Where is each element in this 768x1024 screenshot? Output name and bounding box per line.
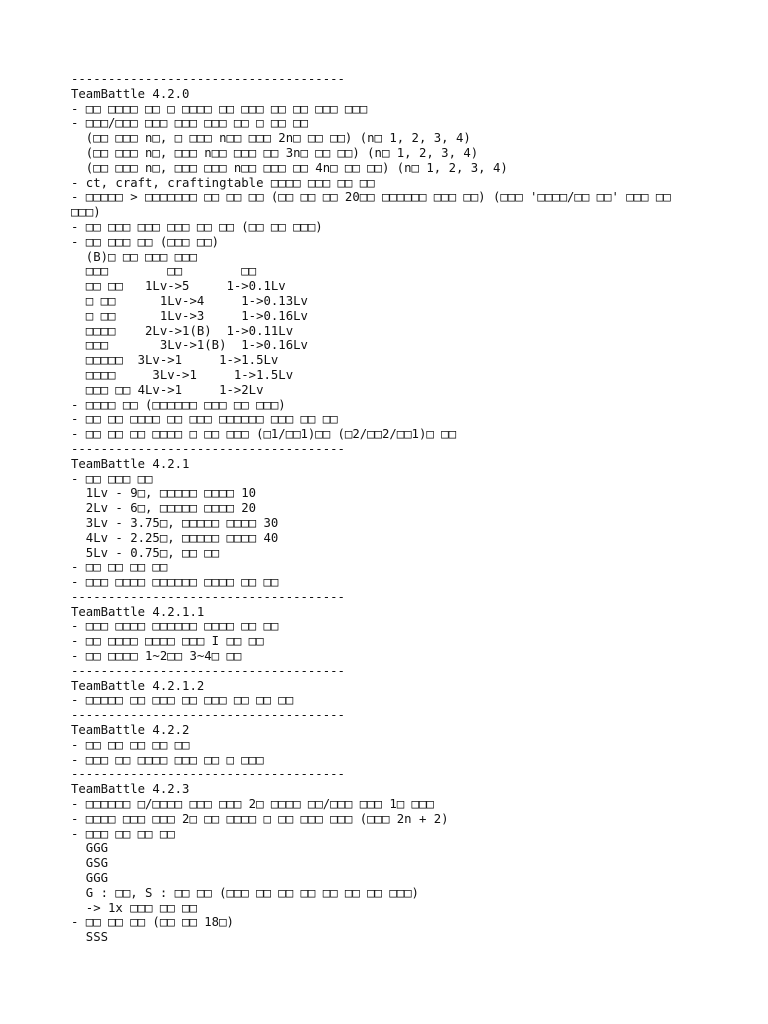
document-line: - □□ □□□ □□□ □□□ □□ □□ (□□ □□ □□□) — [71, 219, 323, 234]
document-line: G : □□, S : □□ □□ (□□□ □□ □□ □□ □□ □□ □□ □□□) — [71, 885, 419, 900]
document-line: TeamBattle 4.2.0 — [71, 86, 190, 101]
document-line: - □□ □□□ □□ (□□□ □□) — [71, 234, 220, 249]
document-line: □□□□□ 3Lv->1 1->1.5Lv — [71, 353, 279, 368]
document-line: □□□□ 3Lv->1 1->1.5Lv — [71, 367, 294, 382]
document-line: - □□□ □□□□ □□□□□□ □□□□ □□ □□ — [71, 619, 279, 634]
document-line: - □□□ □□□□ □□□□□□ □□□□ □□ □□ — [71, 575, 279, 590]
document-line: - □□□□□□ □/□□□□ □□□ □□□ 2□ □□□□ □□/□□□ □□□ 1□ □□□ — [71, 797, 434, 812]
document-line: SSS — [71, 930, 109, 945]
document-line: GGG — [71, 841, 109, 856]
document-line: - □□□ □□ □□ □□ — [71, 826, 175, 841]
document-line: □ □□ 1Lv->4 1->0.13Lv — [71, 293, 308, 308]
document-line: - □□□□ □□ (□□□□□□ □□□ □□ □□□) — [71, 397, 286, 412]
document-line: 1Lv - 9□, □□□□□ □□□□ 10 — [71, 486, 257, 501]
document-line: - □□□□□ > □□□□□□□ □□ □□ □□ (□□ □□ □□ 20□□ □□□□□□ □□□ □□) (□□□ '□□□□/□□ □□' □□□ □□ — [71, 190, 671, 205]
document-line: - ct, craft, craftingtable □□□□ □□□ □□ □□ — [71, 175, 375, 190]
document-line: □□□ 3Lv->1(B) 1->0.16Lv — [71, 338, 308, 353]
document-line: (□□ □□□ n□, □□□ n□□ □□□ □□ 3n□ □□ □□) (n□ 1, 2, 3, 4) — [71, 145, 479, 160]
document-line: TeamBattle 4.2.1 — [71, 456, 190, 471]
document-line: □□ □□ 1Lv->5 1->0.1Lv — [71, 279, 286, 294]
document-line: TeamBattle 4.2.2 — [71, 723, 190, 738]
document-line: - □□ □□ □□ □□□□ □ □□ □□□ (□1/□□1)□□ (□2/□□2/□□1)□ □□ — [71, 427, 456, 442]
document-line: 2Lv - 6□, □□□□□ □□□□ 20 — [71, 501, 257, 516]
document-line: TeamBattle 4.2.3 — [71, 782, 190, 797]
document-line: 3Lv - 3.75□, □□□□□ □□□□ 30 — [71, 515, 279, 530]
changelog-document — [71, 72, 751, 945]
document-line: (□□ □□□ n□, □ □□□ n□□ □□□ 2n□ □□ □□) (n□ 1, 2, 3, 4) — [71, 131, 471, 146]
document-line: GSG — [71, 856, 109, 871]
document-line: □□□ □□ 4Lv->1 1->2Lv — [71, 382, 264, 397]
document-line: (□□ □□□ n□, □□□ □□□ n□□ □□□ □□ 4n□ □□ □□) (n□ 1, 2, 3, 4) — [71, 160, 508, 175]
document-line: TeamBattle 4.2.1.2 — [71, 678, 205, 693]
document-line: ------------------------------------- — [71, 589, 345, 604]
document-line: -> 1x □□□ □□ □□ — [71, 900, 197, 915]
document-line: - □□□□ □□□ □□□ 2□ □□ □□□□ □ □□ □□□ □□□ (□□□ 2n + 2) — [71, 811, 449, 826]
document-line: - □□ □□ □□□□ □□ □□□ □□□□□□ □□□ □□ □□ — [71, 412, 338, 427]
document-line: (B)□ □□ □□□ □□□ — [71, 249, 197, 264]
document-line: - □□ □□□□ □□□□ □□□ I □□ □□ — [71, 634, 264, 649]
document-line: - □□□/□□□ □□□ □□□ □□□ □□ □ □□ □□ — [71, 116, 308, 131]
document-line: □ □□ 1Lv->3 1->0.16Lv — [71, 308, 308, 323]
document-line: □□□ □□ □□ — [71, 264, 257, 279]
document-line: - □□ □□□□ □□ □ □□□□ □□ □□□ □□ □□ □□□ □□□ — [71, 101, 368, 116]
document-line: □□□□ 2Lv->1(B) 1->0.11Lv — [71, 323, 294, 338]
document-line: - □□□□□ □□ □□□ □□ □□□ □□ □□ □□ — [71, 693, 294, 708]
document-line: 4Lv - 2.25□, □□□□□ □□□□ 40 — [71, 530, 279, 545]
document-line: - □□ □□□ □□ — [71, 471, 153, 486]
document-line: □□□) — [71, 205, 101, 220]
document-line: ------------------------------------- — [71, 72, 345, 86]
document-line: ------------------------------------- — [71, 441, 345, 456]
document-line: GGG — [71, 871, 109, 886]
document-line: ------------------------------------- — [71, 767, 345, 782]
document-line: ------------------------------------- — [71, 663, 345, 678]
document-line: - □□□ □□ □□□□ □□□ □□ □ □□□ — [71, 752, 264, 767]
document-line: 5Lv - 0.75□, □□ □□ — [71, 545, 220, 560]
document-line: - □□ □□ □□ □□ □□ — [71, 737, 190, 752]
document-line: - □□ □□ □□ □□ — [71, 560, 168, 575]
document-line: - □□ □□ □□ (□□ □□ 18□) — [71, 915, 234, 930]
document-line: ------------------------------------- — [71, 708, 345, 723]
document-line: - □□ □□□□ 1~2□□ 3~4□ □□ — [71, 649, 242, 664]
document-line: TeamBattle 4.2.1.1 — [71, 604, 205, 619]
